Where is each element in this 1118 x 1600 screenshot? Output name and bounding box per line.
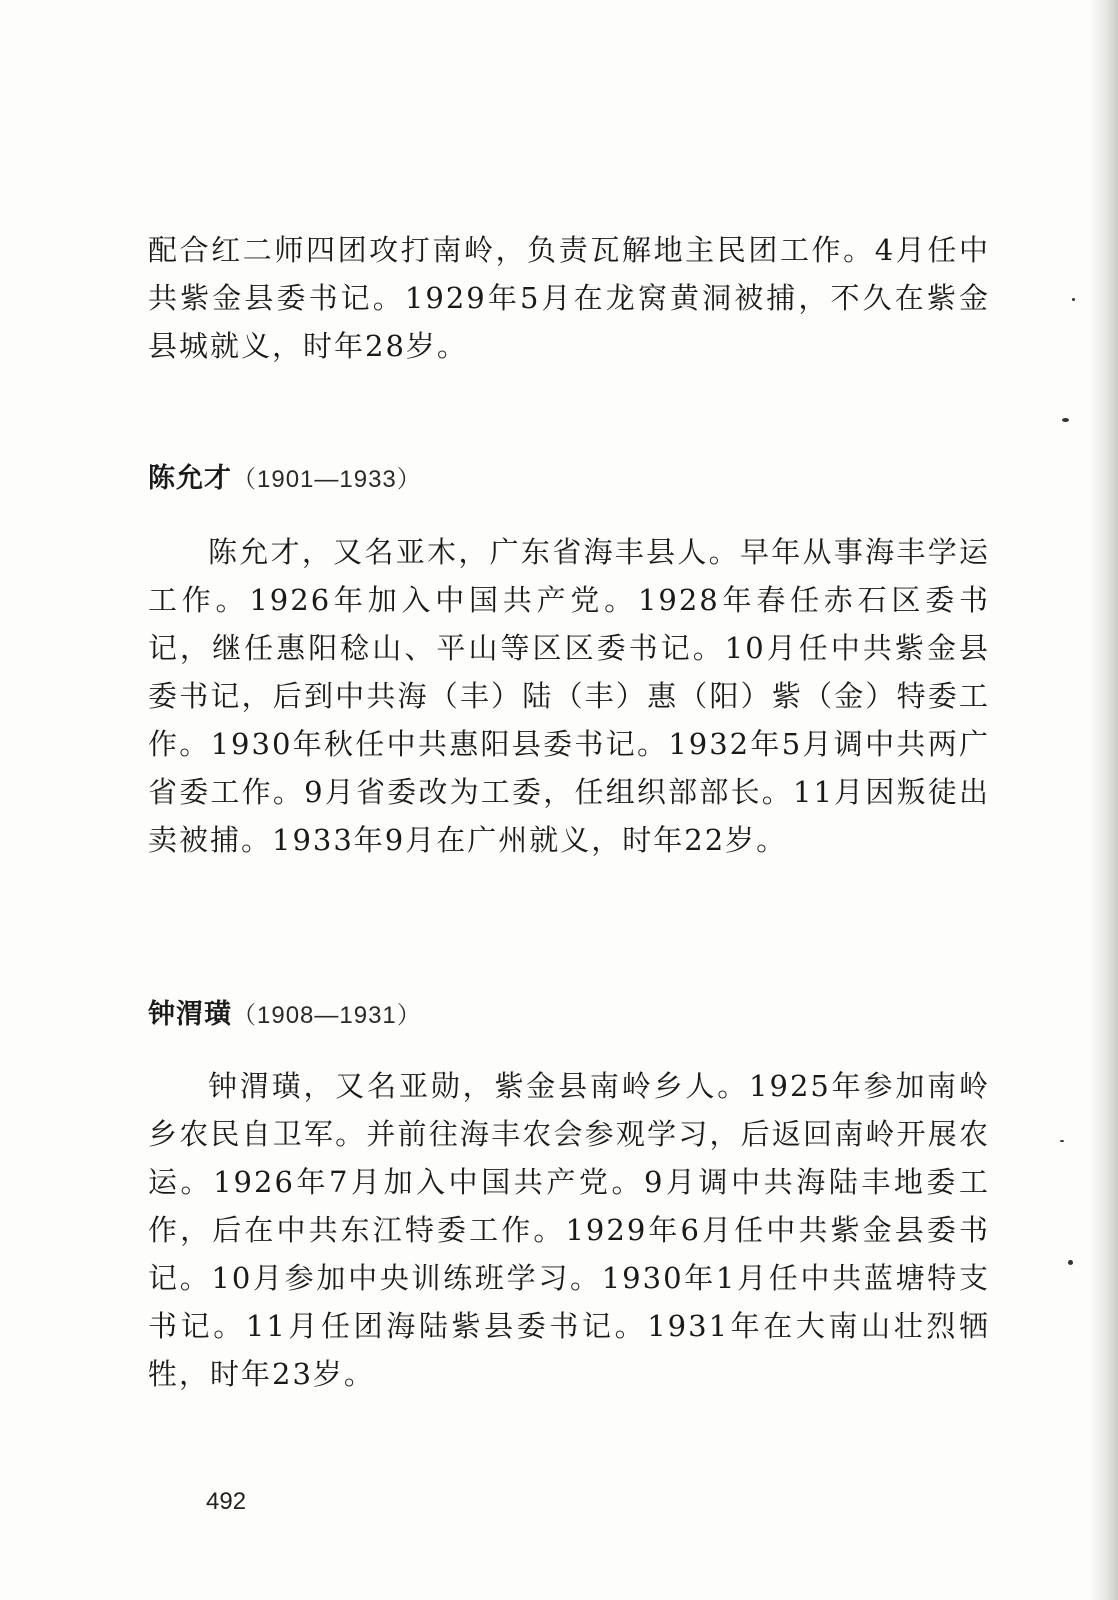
biography-paragraph-zhong-weihuang: 钟渭璜，又名亚勋，紫金县南岭乡人。1925年参加南岭乡农民自卫军。并前往海丰农会参观学习，后返回南岭开展农运。1926年7月加入中国共产党。9月调中共海陆丰地委工作，后在中共东江特委工作。1929年6月任中共紫金县委书记。10月参加中央训练班学习。1930年1月任中共蓝塘特支书记。11月任团海陆紫县委书记。1931年在大南山壮烈牺牲，时年23岁。 [148,1069,990,1391]
person-dates: （1908—1931） [232,1002,422,1029]
biography-heading-chen-yuncai [148,456,422,495]
scan-speck [1072,298,1075,301]
continued-paragraph: 配合红二师四团攻打南岭，负责瓦解地主民团工作。4月任中共紫金县委书记。1929年5月在龙窝黄洞被捕，不久在紫金县城就义，时年28岁。 [148,233,990,363]
scan-speck [1068,1260,1073,1265]
person-name: 钟渭璜 [148,999,232,1030]
biography-paragraph-chen-yuncai: 陈允才，又名亚木，广东省海丰县人。早年从事海丰学运工作。1926年加入中国共产党。1928年春任赤石区委书记，继任惠阳稔山、平山等区区委书记。10月任中共紫金县委书记，后到中共海（丰）陆（丰）惠（阳）紫（金）特委工作。1930年秋任中共惠阳县委书记。1932年5月调中共两广省委工作。9月省委改为工委，任组织部部长。11月因叛徒出卖被捕。1933年9月在广州就义，时年22岁。 [148,535,990,857]
person-name: 陈允才 [148,463,232,494]
person-dates: （1901—1933） [232,466,422,493]
page-number: 492 [206,1488,247,1515]
biography-heading-zhong-weihuang [148,992,422,1031]
scan-speck [1062,418,1069,422]
page-edge-shadow [1090,0,1118,1600]
scan-speck [1060,1140,1064,1142]
